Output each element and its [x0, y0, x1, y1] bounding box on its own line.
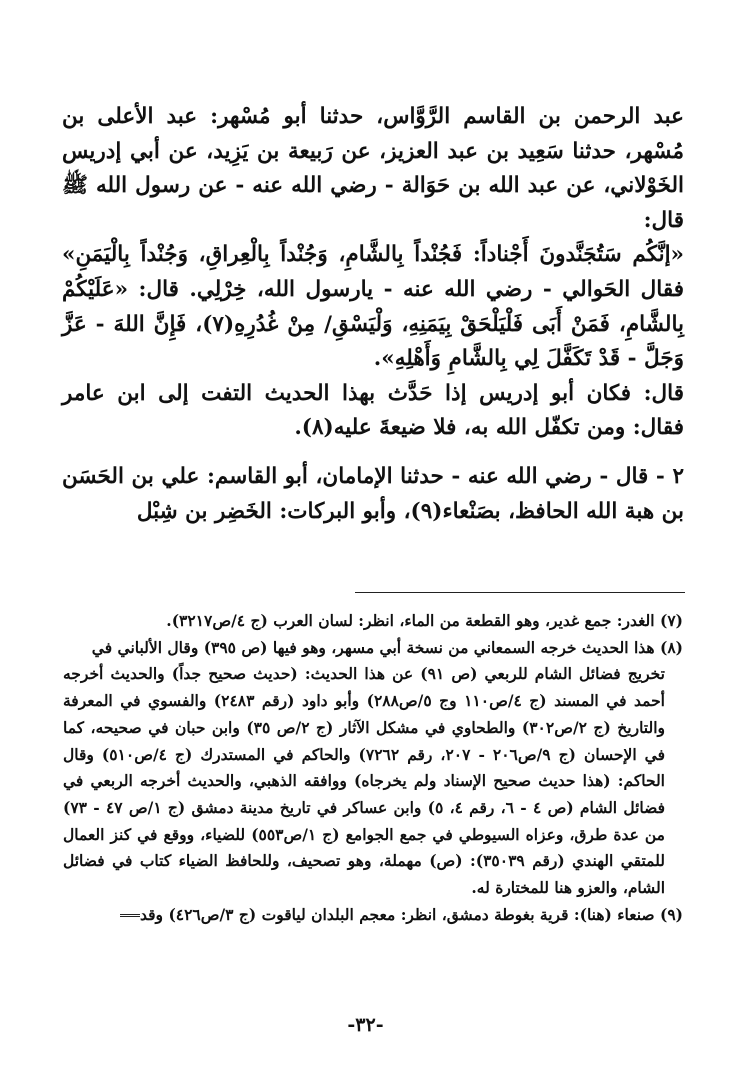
footnote-9: (٩) صنعاء (هنا): قرية بغوطة دمشق، انظر: معجم البلدان لياقوت (ج ٣/ص٤٢٦) وقد [140, 904, 683, 924]
footnote-8-first-line: (٨) هذا الحديث خرجه السمعاني من نسخة أبي مسهر، وهو فيها (ص ٣٩٥) وقال الألباني في [91, 637, 683, 657]
footnote-9-line [63, 902, 683, 929]
main-text [62, 100, 684, 529]
footnote-8-body: تخريج فضائل الشام للربعي (ص ٩١) عن هذا الحديث: (حديث صحيح جداً) والحديث أخرجه أحمد في المسند (ج ٤/ص١١٠ وج ٥/ص٢٨٨) وأبو داود (رقم ٢٤٨٣) والفسوي في المعرفة والتاريخ (ج ٢/ص٣٠٢) والطحاوي في مشكل الآثار (ج ٢/ص ٣٥) وابن حبان في صحيحه، كما في الإحسان (ج ٩/ص٢٠٦ - ٢٠٧، رقم ٧٢٦٢) والحاكم في المستدرك (ج ٤/ص٥١٠) وقال الحاكم: (هذا حديث صحيح الإسناد ولم يخرجاه) ووافقه الذهبي، والحديث أخرجه الربعي في فضائل الشام (ص ٤ - ٦، رقم ٤، ٥) وابن عساكر في تاريخ مدينة دمشق (ج ١/ص ٤٧ - ٧٣) من عدة طرق، وعزاه السيوطي في جمع الجوامع (ج ١/ص٥٥٣) للضياء، ووقع في كنز العمال للمتقي الهندي (رقم ٣٥٠٣٩): (ص) مهملة، وهو تصحيف، وللحافظ الضياء كتاب في فضائل الشام، والعزو هنا للمختارة له. [63, 664, 665, 898]
page-number: -٣٢- [347, 1014, 384, 1036]
paragraph-gap [62, 446, 684, 460]
paragraph-hadith: «إنَّكُم سَتُجَنَّدونَ أَجْناداً: فَجُنْداً بِالشَّامِ، وَجُنْداً بِالْعِراقِ، وَجُنْداً بِالْيَمَنِ» فقال الحَوالي - رضي الله عنه - يارسول الله، خِرْلِي. قال: «عَلَيْكُمْ بِالشَّامِ، فَمَنْ أَبَى فَلْيَلْحَقْ بِيَمَنِهِ، وَلْيَسْقِ/ مِنْ غُدُرِهِ(٧)، فَإِنَّ اللهَ - عَزَّ وَجَلَّ - قَدْ تَكَفَّلَ لِي بِالشَّامِ وَأَهْلِهِ». [62, 242, 684, 372]
continuation-mark [120, 914, 140, 917]
footnote-separator [355, 592, 685, 593]
footnote-7: (٧) الغدر: جمع غدير، وهو القطعة من الماء، انظر: لسان العرب (ج ٤/ص٣٢١٧). [166, 611, 683, 630]
paragraph-abu-idris: قال: فكان أبو إدريس إذا حَدَّث بهذا الحديث التفت إلى ابن عامر فقال: ومن تكفّل الله به، فلا ضيعةَ عليه(٨). [62, 380, 684, 441]
paragraph-isnad: عبد الرحمن بن القاسم الرَّوَّاس، حدثنا أبو مُسْهر: عبد الأعلى بن مُسْهر، حدثنا سَعِيد بن عبد العزيز، عن رَبيعة بن يَزِيد، عن أبي إدريس الخَوْلاني، عن عبد الله بن حَوَالة - رضي الله عنه - عن رسول الله ﷺ قال: [62, 104, 684, 233]
paragraph-hadith-2: ٢ - قال - رضي الله عنه - حدثنا الإمامان، أبو القاسم: علي بن الحَسَن بن هبة الله الحافظ، بصَنْعاء(٩)، وأبو البركات: الخَضِر بن شِبْل [62, 463, 684, 524]
footnotes [63, 608, 683, 928]
